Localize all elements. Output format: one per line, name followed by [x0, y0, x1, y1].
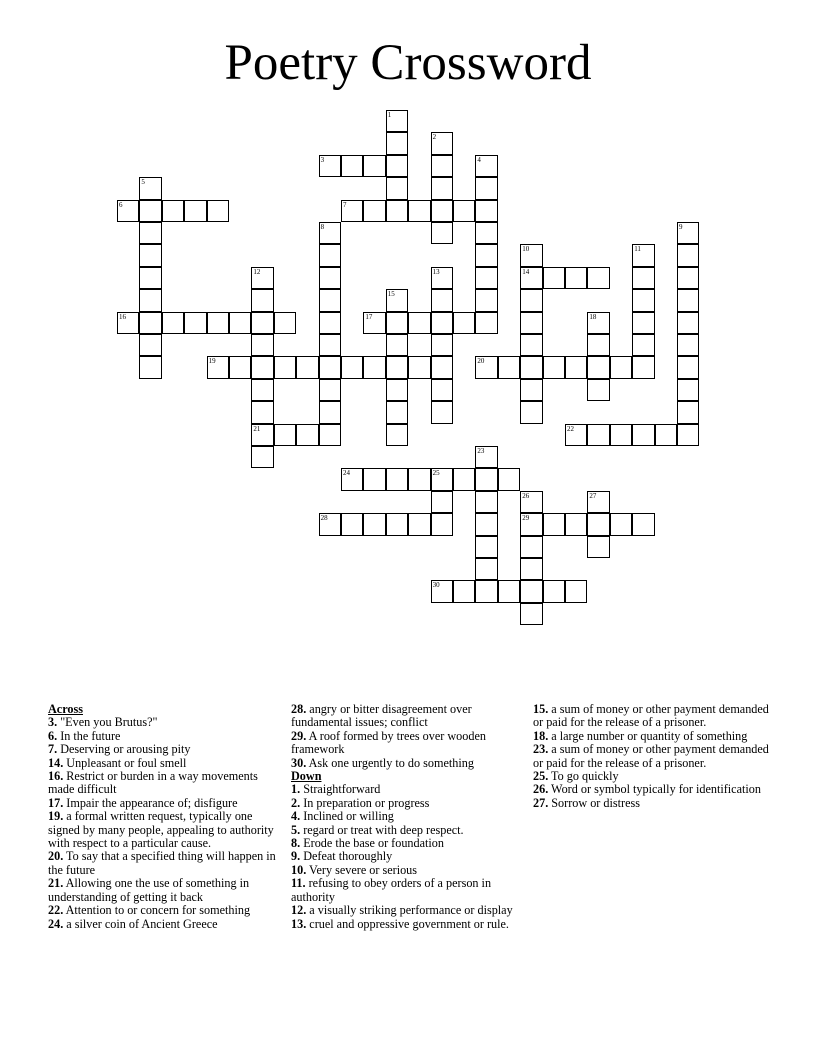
grid-cell[interactable]: [475, 468, 497, 490]
grid-cell[interactable]: [475, 312, 497, 334]
grid-cell[interactable]: [677, 312, 699, 334]
grid-cell[interactable]: [543, 580, 565, 602]
grid-cell[interactable]: [475, 491, 497, 513]
clue-item-number: 14.: [48, 755, 64, 770]
grid-cell[interactable]: [251, 312, 273, 334]
grid-cell[interactable]: [543, 356, 565, 378]
grid-cell[interactable]: [520, 334, 542, 356]
clue-item-number: 2.: [291, 795, 301, 810]
grid-cell[interactable]: [386, 334, 408, 356]
grid-cell[interactable]: [341, 356, 363, 378]
grid-cell[interactable]: [520, 267, 542, 289]
grid-cell[interactable]: [520, 244, 542, 266]
grid-cell[interactable]: [520, 401, 542, 423]
clue-number: 12: [253, 267, 261, 276]
grid-cell[interactable]: [677, 267, 699, 289]
grid-cell[interactable]: [475, 177, 497, 199]
grid-cell[interactable]: [475, 289, 497, 311]
clue-item: [533, 703, 769, 730]
grid-cell[interactable]: [587, 424, 609, 446]
clue-item: [48, 770, 284, 797]
grid-cell[interactable]: [386, 401, 408, 423]
grid-cell[interactable]: [431, 401, 453, 423]
grid-cell[interactable]: [139, 222, 161, 244]
grid-cell[interactable]: [341, 468, 363, 490]
clue-number: 27: [589, 491, 597, 500]
grid-cell[interactable]: [341, 155, 363, 177]
clue-number: 21: [253, 424, 261, 433]
grid-cell[interactable]: [363, 200, 385, 222]
grid-cell[interactable]: [431, 513, 453, 535]
grid-cell[interactable]: [475, 155, 497, 177]
grid-cell[interactable]: [296, 424, 318, 446]
clue-number: 11: [634, 245, 641, 254]
grid-cell[interactable]: [319, 424, 341, 446]
grid-cell[interactable]: [543, 267, 565, 289]
grid-cell[interactable]: [207, 312, 229, 334]
grid-cell[interactable]: [274, 312, 296, 334]
grid-cell[interactable]: [319, 155, 341, 177]
grid-cell[interactable]: [431, 267, 453, 289]
grid-cell[interactable]: [431, 289, 453, 311]
grid-cell[interactable]: [587, 491, 609, 513]
grid-cell[interactable]: [341, 200, 363, 222]
grid-cell[interactable]: [677, 424, 699, 446]
clue-number: 17: [365, 312, 373, 321]
clue-item-text: a formal written request, typically one signed by many people, appealing to authority with respect to a particular cause.: [48, 809, 274, 851]
clue-item-number: 18.: [533, 728, 549, 743]
grid-cell[interactable]: [408, 468, 430, 490]
grid-cell[interactable]: [386, 289, 408, 311]
grid-cell[interactable]: [431, 379, 453, 401]
grid-cell[interactable]: [520, 356, 542, 378]
grid-cell[interactable]: [632, 356, 654, 378]
clue-item-number: 17.: [48, 795, 64, 810]
clue-item-text: Erode the base or foundation: [300, 836, 444, 851]
clue-item-number: 19.: [48, 809, 64, 824]
clue-item-text: Unpleasant or foul smell: [63, 755, 187, 770]
clue-number: 16: [119, 312, 126, 321]
grid-cell[interactable]: [386, 312, 408, 334]
grid-cell[interactable]: [453, 200, 475, 222]
grid-cell[interactable]: [431, 468, 453, 490]
clue-item-text: Word or symbol typically for identification: [548, 782, 761, 797]
grid-cell[interactable]: [139, 289, 161, 311]
page-title: Poetry Crossword: [224, 35, 592, 91]
grid-cell[interactable]: [386, 177, 408, 199]
grid-cell[interactable]: [319, 244, 341, 266]
clue-item-text: Sorrow or distress: [548, 795, 640, 810]
grid-cell[interactable]: [431, 580, 453, 602]
grid-cell[interactable]: [610, 513, 632, 535]
grid-cell[interactable]: [251, 356, 273, 378]
clue-item-number: 24.: [48, 916, 64, 931]
clue-number: 6: [119, 200, 123, 209]
clue-item-number: 11.: [291, 876, 306, 891]
grid-cell[interactable]: [475, 244, 497, 266]
grid-cell[interactable]: [520, 536, 542, 558]
clue-item-text: Ask one urgently to do something: [306, 755, 474, 770]
grid-cell[interactable]: [520, 491, 542, 513]
grid-cell[interactable]: [207, 200, 229, 222]
grid-cell[interactable]: [632, 334, 654, 356]
clue-item-text: Inclined or willing: [300, 809, 394, 824]
grid-cell[interactable]: [251, 267, 273, 289]
clue-item-text: In the future: [57, 728, 121, 743]
grid-cell[interactable]: [475, 200, 497, 222]
clue-item-number: 1.: [291, 782, 301, 797]
grid-cell[interactable]: [453, 312, 475, 334]
clue-item-number: 16.: [48, 769, 64, 784]
clue-item: [48, 757, 284, 770]
clue-item-text: A roof formed by trees over wooden framework: [291, 728, 486, 757]
grid-cell[interactable]: [251, 401, 273, 423]
clue-item-number: 12.: [291, 903, 307, 918]
grid-cell[interactable]: [610, 356, 632, 378]
grid-cell[interactable]: [251, 379, 273, 401]
grid-cell[interactable]: [408, 356, 430, 378]
clue-item-number: 28.: [291, 702, 307, 716]
grid-cell[interactable]: [139, 356, 161, 378]
grid-cell[interactable]: [431, 312, 453, 334]
clue-number: 26: [522, 491, 530, 500]
clue-item: [291, 877, 527, 904]
grid-cell[interactable]: [453, 468, 475, 490]
grid-cell[interactable]: [139, 267, 161, 289]
clue-number: 24: [343, 469, 350, 478]
clue-item-text: In preparation or progress: [300, 795, 430, 810]
grid-cell[interactable]: [408, 200, 430, 222]
clue-item-text: To say that a specified thing will happen in the future: [48, 849, 276, 877]
clue-number: 18: [589, 312, 597, 321]
clue-item: [291, 850, 527, 863]
grid-cell[interactable]: [319, 334, 341, 356]
grid-cell[interactable]: [386, 424, 408, 446]
clue-column-1: [48, 703, 284, 931]
grid-cell[interactable]: [431, 177, 453, 199]
clue-number: 4: [477, 155, 481, 164]
grid-cell[interactable]: [520, 289, 542, 311]
grid-cell[interactable]: [184, 312, 206, 334]
grid-cell[interactable]: [677, 401, 699, 423]
grid-cell[interactable]: [139, 177, 161, 199]
grid-cell[interactable]: [386, 468, 408, 490]
grid-cell[interactable]: [229, 312, 251, 334]
clue-item-text: a sum of money or other payment demanded or paid for the release of a prisoner.: [533, 702, 769, 730]
clue-heading: Down: [291, 769, 322, 784]
clue-item-text: Restrict or burden in a way movements made difficult: [48, 769, 258, 797]
grid-cell[interactable]: [587, 334, 609, 356]
grid-cell[interactable]: [475, 356, 497, 378]
clue-number: 29: [522, 514, 530, 523]
clue-number: 9: [679, 223, 683, 231]
clue-number: 2: [432, 133, 437, 142]
grid-cell[interactable]: [475, 558, 497, 580]
clue-item: [533, 730, 769, 743]
grid-cell[interactable]: [565, 513, 587, 535]
clue-item: [48, 904, 284, 917]
grid-cell[interactable]: [319, 312, 341, 334]
clue-item-text: Impair the appearance of; disfigure: [63, 795, 238, 810]
grid-cell[interactable]: [475, 267, 497, 289]
clue-number: 14: [522, 267, 530, 276]
grid-cell[interactable]: [677, 379, 699, 401]
clue-number: 10: [522, 245, 530, 254]
clue-item: [48, 877, 284, 904]
clue-item-text: Straightforward: [300, 782, 381, 797]
clue-item-text: refusing to obey orders of a person in authority: [291, 876, 492, 904]
grid-cell[interactable]: [431, 356, 453, 378]
grid-cell[interactable]: [251, 334, 273, 356]
clue-item-text: angry or bitter disagreement over fundamental issues; conflict: [291, 702, 472, 730]
clue-item-number: 21.: [48, 876, 64, 891]
grid-cell[interactable]: [363, 155, 385, 177]
clue-item-number: 22.: [48, 903, 64, 918]
grid-cell[interactable]: [363, 312, 385, 334]
grid-cell[interactable]: [386, 132, 408, 154]
clue-number: 30: [432, 581, 440, 590]
clue-number: 7: [343, 200, 347, 209]
clue-item: [291, 757, 527, 770]
clue-item-number: 7.: [48, 742, 58, 757]
grid-cell[interactable]: [520, 558, 542, 580]
grid-cell[interactable]: [162, 312, 184, 334]
grid-cell[interactable]: [677, 244, 699, 266]
grid-cell[interactable]: [587, 267, 609, 289]
grid-cell[interactable]: [319, 289, 341, 311]
grid-cell[interactable]: [520, 603, 542, 625]
grid-cell[interactable]: [587, 356, 609, 378]
clue-item-number: 3.: [48, 715, 58, 730]
grid-cell[interactable]: [632, 312, 654, 334]
clue-heading: Across: [48, 702, 83, 716]
clue-item: [291, 904, 527, 917]
grid-cell[interactable]: [408, 513, 430, 535]
clue-number: 20: [477, 357, 485, 366]
grid-cell[interactable]: [565, 267, 587, 289]
grid-cell[interactable]: [386, 356, 408, 378]
clue-number: 19: [208, 357, 216, 366]
clue-item-number: 30.: [291, 755, 307, 770]
clue-number: 1: [387, 111, 392, 119]
grid-cell[interactable]: [184, 200, 206, 222]
clue-item-number: 15.: [533, 702, 549, 716]
grid-cell[interactable]: [117, 200, 139, 222]
grid-cell[interactable]: [498, 356, 520, 378]
clue-item: [291, 703, 527, 730]
grid-cell[interactable]: [363, 513, 385, 535]
clue-item: [48, 716, 284, 729]
grid-cell[interactable]: [229, 356, 251, 378]
grid-cell[interactable]: [251, 424, 273, 446]
clue-item-number: 4.: [291, 809, 301, 824]
clue-item: [48, 850, 284, 877]
clue-item-number: 10.: [291, 862, 307, 877]
clue-item: [48, 797, 284, 810]
clue-number: 25: [432, 469, 440, 478]
clue-item-text: "Even you Brutus?": [57, 715, 158, 730]
clue-item: [48, 918, 284, 931]
grid-cell[interactable]: [251, 446, 273, 468]
grid-cell[interactable]: [520, 513, 542, 535]
grid-cell[interactable]: [139, 334, 161, 356]
clue-number: 13: [432, 267, 440, 276]
clue-item: [533, 743, 769, 770]
grid-cell[interactable]: [632, 513, 654, 535]
clue-item-text: cruel and oppressive government or rule.: [306, 916, 509, 931]
grid-cell[interactable]: [386, 110, 408, 132]
clue-number: 3: [320, 155, 325, 164]
grid-cell[interactable]: [341, 513, 363, 535]
clue-item-number: 23.: [533, 742, 549, 757]
clue-item-text: Allowing one the use of something in understanding of getting it back: [48, 876, 250, 904]
grid-cell[interactable]: [475, 580, 497, 602]
clue-item: [48, 810, 284, 850]
clue-item-number: 27.: [533, 795, 549, 810]
clue-item: [291, 918, 527, 931]
clue-item: [533, 783, 769, 796]
grid-cell[interactable]: [139, 200, 161, 222]
grid-cell[interactable]: [431, 155, 453, 177]
grid-cell[interactable]: [319, 513, 341, 535]
clue-number: 22: [567, 424, 574, 433]
grid-cell[interactable]: [543, 513, 565, 535]
clue-item: [48, 743, 284, 756]
grid-cell[interactable]: [139, 312, 161, 334]
clue-column-2: [291, 703, 527, 931]
clue-number: 8: [320, 223, 325, 231]
clue-item: [533, 797, 769, 810]
grid-cell[interactable]: [431, 200, 453, 222]
clue-item-text: a sum of money or other payment demanded or paid for the release of a prisoner.: [533, 742, 769, 770]
clue-item-text: Very severe or serious: [306, 862, 418, 877]
grid-cell[interactable]: [431, 334, 453, 356]
clue-item: [291, 837, 527, 850]
clue-item-number: 8.: [291, 836, 301, 851]
grid-cell[interactable]: [565, 356, 587, 378]
clue-number: 15: [387, 290, 395, 299]
clue-item-number: 20.: [48, 849, 64, 864]
clue-number: 23: [477, 447, 485, 455]
grid-cell[interactable]: [632, 244, 654, 266]
grid-cell[interactable]: [319, 222, 341, 244]
clue-column-3: [533, 703, 769, 810]
grid-cell[interactable]: [431, 222, 453, 244]
grid-cell[interactable]: [162, 200, 184, 222]
clue-item-text: Attention to or concern for something: [63, 903, 251, 918]
grid-cell[interactable]: [587, 513, 609, 535]
grid-cell[interactable]: [363, 356, 385, 378]
clue-item-text: To go quickly: [548, 769, 619, 784]
grid-cell[interactable]: [207, 356, 229, 378]
grid-cell[interactable]: [431, 132, 453, 154]
clue-item-number: 26.: [533, 782, 549, 797]
grid-cell[interactable]: [319, 401, 341, 423]
grid-cell[interactable]: [117, 312, 139, 334]
clue-number: 5: [141, 178, 145, 187]
grid-cell[interactable]: [520, 312, 542, 334]
grid-cell[interactable]: [319, 356, 341, 378]
grid-cell[interactable]: [431, 491, 453, 513]
grid-cell[interactable]: [587, 536, 609, 558]
clue-item-number: 29.: [291, 728, 307, 743]
grid-cell[interactable]: [520, 580, 542, 602]
grid-cell[interactable]: [475, 446, 497, 468]
grid-cell[interactable]: [386, 513, 408, 535]
grid-cell[interactable]: [498, 580, 520, 602]
clue-item: [291, 810, 527, 823]
clue-item: [291, 864, 527, 877]
grid-cell[interactable]: [408, 312, 430, 334]
clue-item-text: Deserving or arousing pity: [57, 742, 191, 757]
grid-cell[interactable]: [632, 267, 654, 289]
clue-item: [48, 730, 284, 743]
grid-cell[interactable]: [587, 312, 609, 334]
clue-item: [291, 783, 527, 796]
grid-cell[interactable]: [587, 379, 609, 401]
grid-cell[interactable]: [475, 513, 497, 535]
clue-item: [291, 797, 527, 810]
grid-cell[interactable]: [139, 244, 161, 266]
grid-cell[interactable]: [610, 424, 632, 446]
clue-item-text: a silver coin of Ancient Greece: [63, 916, 218, 931]
grid-cell[interactable]: [386, 155, 408, 177]
clue-item-number: 25.: [533, 769, 549, 784]
clue-item-number: 6.: [48, 728, 58, 743]
grid-cell[interactable]: [251, 289, 273, 311]
grid-cell[interactable]: [677, 222, 699, 244]
clue-item: [533, 770, 769, 783]
grid-cell[interactable]: [632, 424, 654, 446]
grid-cell[interactable]: [632, 289, 654, 311]
clue-item-text: a visually striking performance or display: [306, 903, 513, 918]
clue-item-number: 9.: [291, 849, 301, 864]
grid-cell[interactable]: [677, 289, 699, 311]
grid-cell[interactable]: [475, 536, 497, 558]
grid-cell[interactable]: [677, 334, 699, 356]
clue-item-text: Defeat thoroughly: [300, 849, 393, 864]
grid-cell[interactable]: [363, 468, 385, 490]
clue-item-text: regard or treat with deep respect.: [300, 822, 464, 837]
grid-cell[interactable]: [274, 356, 296, 378]
clue-item: [291, 824, 527, 837]
clue-item-number: 13.: [291, 916, 307, 931]
grid-cell[interactable]: [453, 580, 475, 602]
grid-cell[interactable]: [475, 222, 497, 244]
grid-cell[interactable]: [565, 580, 587, 602]
grid-cell[interactable]: [520, 379, 542, 401]
clue-number: 28: [320, 514, 328, 523]
grid-cell[interactable]: [296, 356, 318, 378]
grid-cell[interactable]: [386, 200, 408, 222]
grid-cell[interactable]: [655, 424, 677, 446]
clue-item: [291, 730, 527, 757]
grid-cell[interactable]: [677, 356, 699, 378]
grid-cell[interactable]: [565, 424, 587, 446]
clue-item-number: 5.: [291, 822, 301, 837]
clue-item-text: a large number or quantity of something: [548, 728, 748, 743]
grid-cell[interactable]: [319, 379, 341, 401]
grid-cell[interactable]: [319, 267, 341, 289]
grid-cell[interactable]: [498, 468, 520, 490]
grid-cell[interactable]: [386, 379, 408, 401]
grid-cell[interactable]: [274, 424, 296, 446]
